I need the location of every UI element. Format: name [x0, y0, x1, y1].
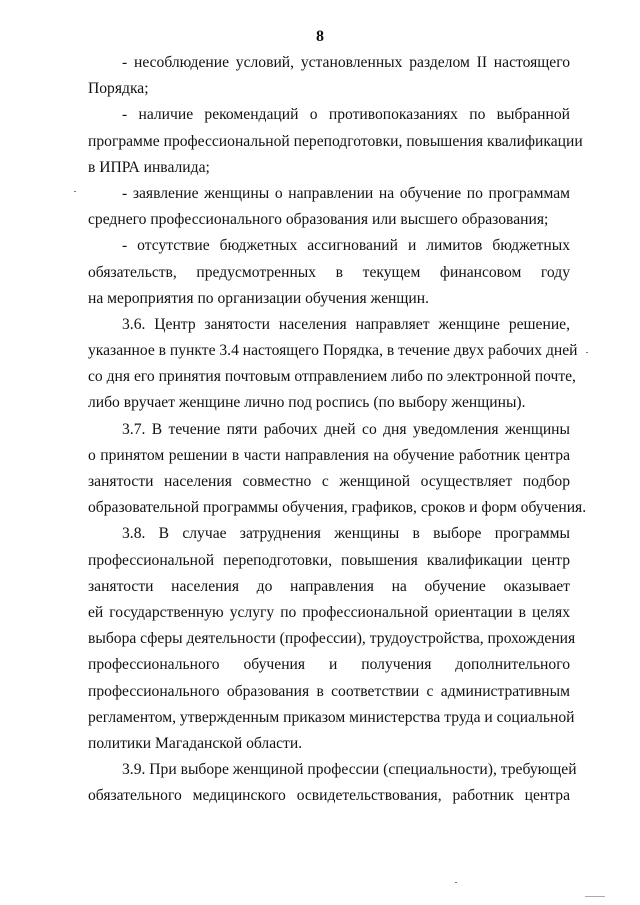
text-line: регламентом, утвержденным приказом министерства труда и социальной: [88, 708, 575, 726]
scan-artifact: [455, 882, 457, 883]
text-line: обязательного медицинского освидетельствования, работник центра: [88, 787, 570, 805]
text-line: политики Магаданской области.: [88, 734, 303, 752]
text-line: на мероприятия по организации обучения женщин.: [88, 289, 429, 307]
text-line: 3.6. Центр занятости населения направляет женщине решение,: [122, 315, 570, 333]
text-line: в ИПРА инвалида;: [88, 158, 210, 176]
scan-artifact: [586, 352, 588, 353]
clause-3-8: [88, 521, 576, 757]
text-line: программе профессиональной переподготовки, повышения квалификации: [88, 132, 583, 150]
clause-3-6: [88, 312, 578, 417]
document-body: [88, 50, 587, 809]
text-line: профессиональной переподготовки, повышения квалификации центр: [88, 551, 570, 569]
text-line: Порядка;: [88, 80, 149, 98]
text-line: обязательств, предусмотренных в текущем финансовом году: [88, 263, 570, 281]
text-line: - заявление женщины о направлении на обучение по программам: [122, 184, 570, 202]
text-line: занятости населения до направления на обучение оказывает: [88, 577, 570, 595]
text-line: о принятом решении в части направления на обучение работник центра: [88, 446, 570, 464]
text-line: - наличие рекомендаций о противопоказаниях по выбранной: [122, 106, 570, 124]
clause-3-7: [88, 417, 587, 522]
page-number: 8: [316, 28, 324, 45]
text-line: выбора сферы деятельности (профессии), трудоустройства, прохождения: [88, 630, 576, 648]
text-line: ей государственную услугу по профессиональной ориентации в целях: [88, 603, 570, 621]
scan-artifact: [74, 191, 76, 192]
list-item: [88, 233, 570, 312]
clause-3-9: [88, 757, 577, 809]
scan-artifact: [585, 896, 605, 897]
text-line: 3.9. При выборе женщиной профессии (специальности), требующей: [122, 761, 577, 779]
text-line: образовательной программы обучения, графиков, сроков и форм обучения.: [88, 499, 587, 517]
text-line: - несоблюдение условий, установленных разделом II настоящего: [122, 54, 570, 71]
text-line: среднего профессионального образования или высшего образования;: [88, 211, 549, 229]
text-line: профессионального обучения и получения дополнительного: [88, 656, 570, 674]
text-line: со дня его принятия почтовым отправлением либо по электронной почте,: [88, 368, 576, 386]
text-line: - отсутствие бюджетных ассигнований и лимитов бюджетных: [122, 237, 570, 255]
text-line: 3.8. В случае затруднения женщины в выборе программы: [122, 525, 570, 543]
list-item: [88, 102, 583, 181]
text-line: профессионального образования в соответствии с административным: [88, 682, 570, 700]
text-line: занятости населения совместно с женщиной осуществляет подбор: [88, 473, 570, 490]
text-line: либо вручает женщине лично под роспись (по выбору женщины).: [88, 394, 526, 412]
text-line: указанное в пункте 3.4 настоящего Порядка, в течение двух рабочих дней: [88, 342, 578, 360]
list-item: [88, 181, 570, 233]
text-line: 3.7. В течение пяти рабочих дней со дня уведомления женщины: [122, 420, 570, 438]
list-item: [88, 50, 570, 102]
